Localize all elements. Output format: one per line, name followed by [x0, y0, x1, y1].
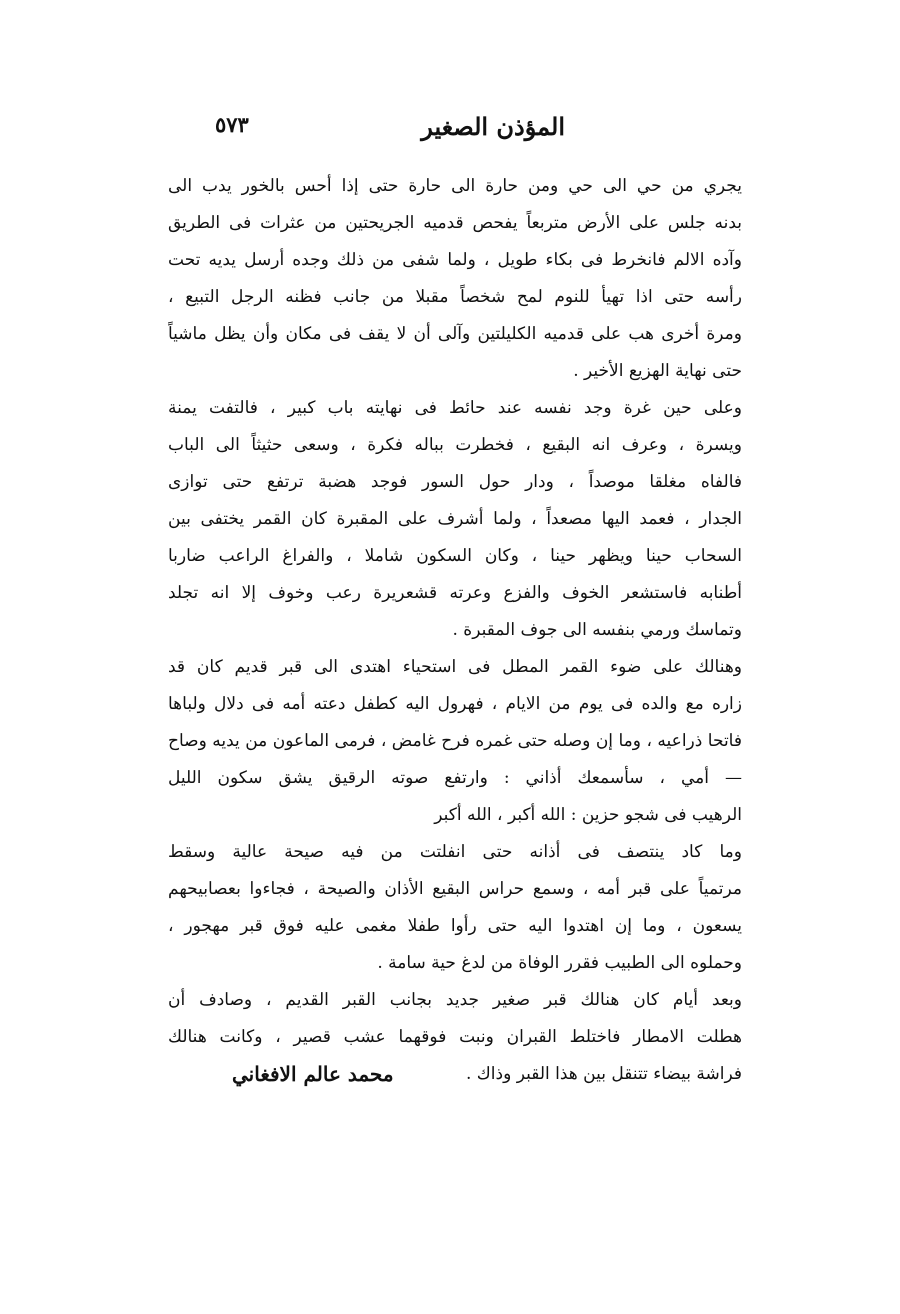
text-line: وحملوه الى الطبيب فقرر الوفاة من لدغ حية سامة .: [377, 953, 742, 973]
page-number: ٥٧٣: [215, 112, 249, 137]
text-line: بدنه جلس على الأرض متربعاً يفحص قدميه الجريحتين من عثرات فى الطريق: [168, 213, 742, 233]
paragraph-2: [168, 390, 742, 649]
text-line: السحاب حينا ويظهر حينا ، وكان السكون شاملا ، والفراغ الراعب ضاربا: [168, 546, 742, 566]
text-line: ويسرة ، وعرف انه البقيع ، فخطرت بباله فكرة ، وسعى حثيثاً الى الباب: [168, 435, 742, 455]
paragraph-3: [168, 649, 742, 834]
paragraph-4: [168, 834, 742, 982]
text-line: فالفاه مغلقا موصداً ، ودار حول السور فوجد هضبة ترتفع حتى توازى: [168, 472, 742, 492]
paragraph-5: [168, 982, 742, 1093]
text-line: الجدار ، فعمد اليها مصعداً ، ولما أشرف على المقبرة كان القمر يختفى بين: [168, 509, 742, 529]
page-header: [215, 112, 565, 152]
story-text: [168, 168, 742, 1093]
text-line: فاتحا ذراعيه ، وما إن وصله حتى غمره فرح غامض ، فرمى الماعون من يديه وصاح: [168, 731, 742, 751]
text-line: زاره مع والده فى يوم من الايام ، فهرول اليه كطفل دعته أمه فى دلال ولباها: [168, 694, 742, 714]
text-line: يسعون ، وما إن اهتدوا اليه حتى رأوا طفلا مغمى عليه فوق قبر مهجور ،: [168, 916, 742, 936]
text-line: هطلت الامطار فاختلط القبران ونبت فوقهما عشب قصير ، وكانت هنالك: [168, 1027, 742, 1047]
text-line: حتى نهاية الهزيع الأخير .: [573, 361, 742, 381]
closing-text: فراشة بيضاء تتنقل بين هذا القبر وذاك .: [465, 1064, 742, 1084]
text-line: الرهيب فى شجو حزين : الله أكبر ، الله أكبر: [434, 805, 742, 825]
closing-line: [168, 1056, 742, 1093]
text-line: وما كاد ينتصف فى أذانه حتى انفلتت من فيه صيحة عالية وسقط: [168, 842, 742, 862]
text-line: وعلى حين غرة وجد نفسه عند حائط فى نهايته باب كبير ، فالتفت يمنة: [168, 398, 742, 418]
page-title: المؤذن الصغير: [421, 112, 565, 141]
text-line: وآده الالم فانخرط فى بكاء طويل ، ولما شفى من ذلك وجده أرسل يديه تحت: [168, 250, 742, 270]
text-line: وبعد أيام كان هنالك قبر صغير جديد بجانب القبر القديم ، وصادف أن: [168, 990, 742, 1010]
text-line: رأسه حتى اذا تهيأ للنوم لمح شخصاً مقبلا من جانب فظنه الرجل التبيع ،: [168, 287, 742, 307]
paragraph-1: [168, 168, 742, 390]
text-line: أطنابه فاستشعر الخوف والفزع وعرته قشعريرة رعب وخوف إلا انه تجلد: [168, 583, 742, 603]
text-line: وتماسك ورمي بنفسه الى جوف المقبرة .: [452, 620, 742, 640]
text-line: وهنالك على ضوء القمر المطل فى استحياء اهتدى الى قبر قديم كان قد: [168, 657, 742, 677]
author-signature: محمد عالم الافغاني: [232, 1062, 394, 1086]
text-line: يجري من حي الى حي ومن حارة الى حارة حتى إذا أحس بالخور يدب الى: [168, 176, 742, 196]
text-line: مرتمياً على قبر أمه ، وسمع حراس البقيع الأذان والصيحة ، فجاءوا بعصابيحهم: [168, 879, 742, 899]
text-line: ومرة أخرى هب على قدميه الكليلتين وآلى أن لا يقف فى مكان وأن يظل ماشياً: [168, 324, 742, 344]
text-line: — أمي ، سأسمعك أذاني : وارتفع صوته الرقيق يشق سكون الليل: [168, 768, 742, 788]
